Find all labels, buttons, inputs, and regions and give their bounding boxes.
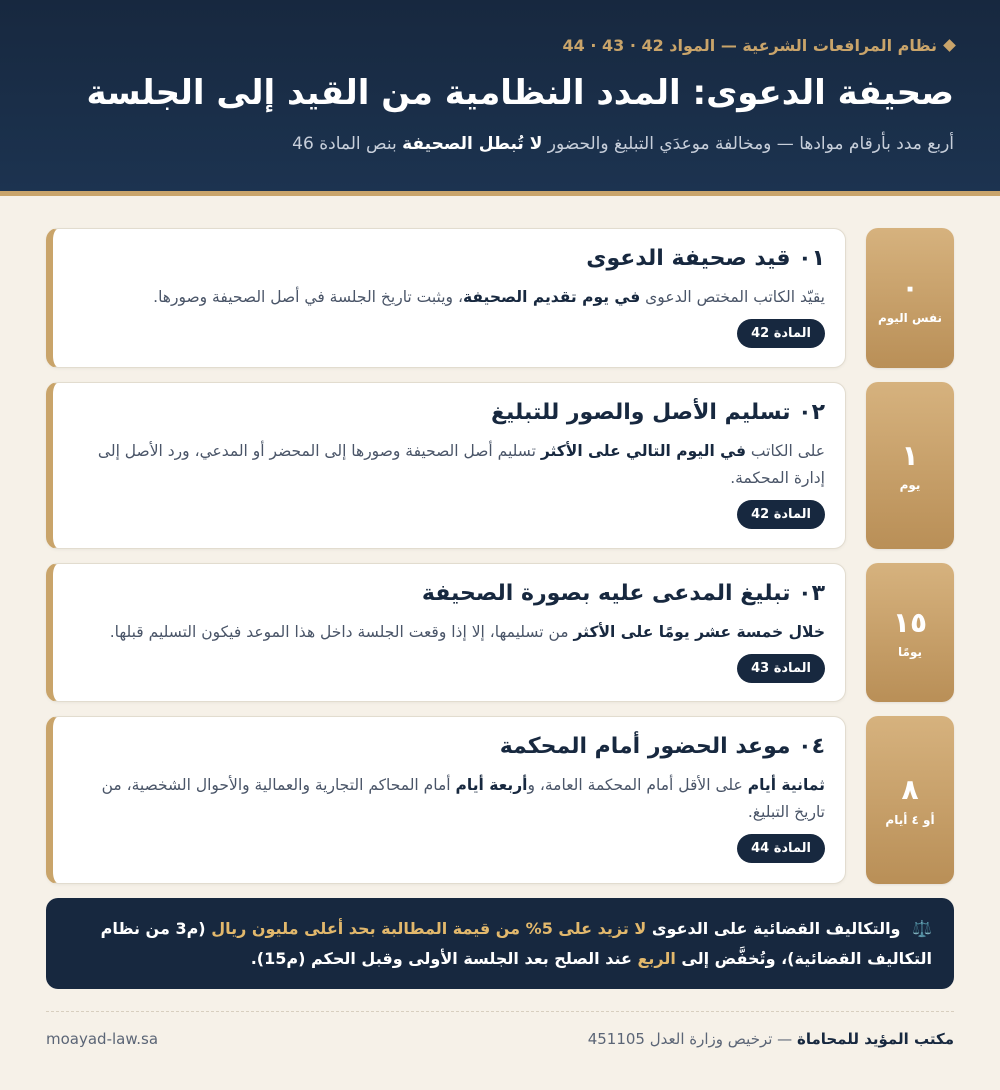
step-title: ٠٤ موعد الحضور أمام المحكمة	[499, 734, 825, 759]
note-highlight: لا تزيد على 5% من قيمة المطالبة بحد أعلى مليون ريال	[211, 919, 647, 938]
article-badge: المادة 42	[737, 319, 825, 348]
steps-list	[0, 196, 1000, 884]
step-text: يقيّد الكاتب المختص الدعوى	[640, 287, 825, 306]
firm-name: مكتب المؤيد للمحاماة	[796, 1030, 954, 1049]
duration-number: ٨	[901, 773, 919, 807]
duration-number: ١	[901, 438, 919, 472]
website-link[interactable]: moayad-law.sa	[46, 1030, 159, 1049]
page-header	[0, 0, 1000, 196]
subtitle-text-end: بنص المادة 46	[292, 133, 403, 154]
note-text: عند الصلح بعد الجلسة الأولى وقبل الحكم (م15).	[250, 948, 638, 968]
subtitle-emphasis: لا تُبطل الصحيفة	[402, 133, 543, 154]
step-duration-badge	[866, 563, 954, 702]
step-3	[46, 563, 954, 702]
note-text: (م3 من نظام التكاليف القضائية)، وتُخفَّض إلى	[100, 919, 932, 968]
step-title: ٠٢ تسليم الأصل والصور للتبليغ	[491, 400, 825, 425]
duration-number: ٠	[901, 271, 919, 305]
step-emphasis: أربعة أيام	[455, 775, 528, 794]
step-emphasis: خلال خمسة عشر يومًا على الأكثر	[573, 622, 825, 641]
step-card	[46, 716, 846, 884]
step-title: ٠١ قيد صحيفة الدعوى	[586, 246, 825, 271]
step-description	[73, 772, 825, 826]
step-text: على الأقل أمام المحكمة العامة، و	[527, 775, 748, 794]
scales-icon: ⚖️	[912, 919, 932, 938]
step-text: من تسليمها، إلا إذا وقعت الجلسة داخل هذا الموعد فيكون التسليم قبلها.	[109, 622, 574, 641]
firm-credit	[588, 1030, 954, 1048]
license-text: — ترخيص وزارة العدل 451105	[587, 1030, 797, 1049]
diamond-icon	[943, 39, 956, 52]
court-fees-note	[46, 898, 954, 989]
note-highlight: الربع	[637, 948, 676, 968]
article-badge: المادة 42	[737, 500, 825, 529]
step-emphasis: ثمانية أيام	[747, 775, 825, 794]
page-footer	[46, 1011, 954, 1048]
step-duration-badge	[866, 382, 954, 549]
step-title: ٠٣ تبليغ المدعى عليه بصورة الصحيفة	[421, 581, 825, 606]
page-subtitle	[46, 134, 954, 154]
step-card	[46, 563, 846, 702]
duration-unit: أو ٤ أيام	[885, 812, 935, 827]
step-description	[73, 619, 825, 646]
step-2	[46, 382, 954, 549]
step-duration-badge	[866, 228, 954, 368]
duration-unit: يومًا	[898, 645, 922, 660]
step-emphasis: في اليوم التالي على الأكثر	[540, 441, 746, 460]
article-badge: المادة 43	[737, 654, 825, 683]
step-card	[46, 228, 846, 368]
step-text: على الكاتب	[746, 441, 825, 460]
step-text: تسليم أصل الصحيفة وصورها إلى المحضر أو المدعي، ورد الأصل إلى إدارة المحكمة.	[97, 441, 825, 487]
duration-unit: يوم	[899, 478, 921, 493]
duration-unit: نفس اليوم	[877, 310, 943, 325]
duration-number: ١٥	[892, 605, 928, 639]
step-emphasis: في يوم تقديم الصحيفة	[462, 287, 641, 306]
step-description	[73, 284, 825, 311]
note-text: والتكاليف القضائية على الدعوى	[646, 919, 907, 938]
step-duration-badge	[866, 716, 954, 884]
step-1	[46, 228, 954, 368]
header-kicker	[46, 36, 954, 55]
article-badge: المادة 44	[737, 834, 825, 863]
kicker-text: نظام المرافعات الشرعية — المواد 42 · 43 · 44	[562, 36, 937, 55]
step-card	[46, 382, 846, 549]
step-text: ، ويثبت تاريخ الجلسة في أصل الصحيفة وصورها.	[153, 287, 463, 306]
step-description	[73, 438, 825, 492]
step-text: أمام المحاكم التجارية والعمالية والأحوال الشخصية، من تاريخ التبليغ.	[101, 775, 825, 821]
page-title: صحيفة الدعوى: المدد النظامية من القيد إلى الجلسة	[86, 73, 954, 113]
subtitle-text: أربع مدد بأرقام موادها — ومخالفة موعدَي التبليغ والحضور	[542, 133, 954, 154]
step-4	[46, 716, 954, 884]
